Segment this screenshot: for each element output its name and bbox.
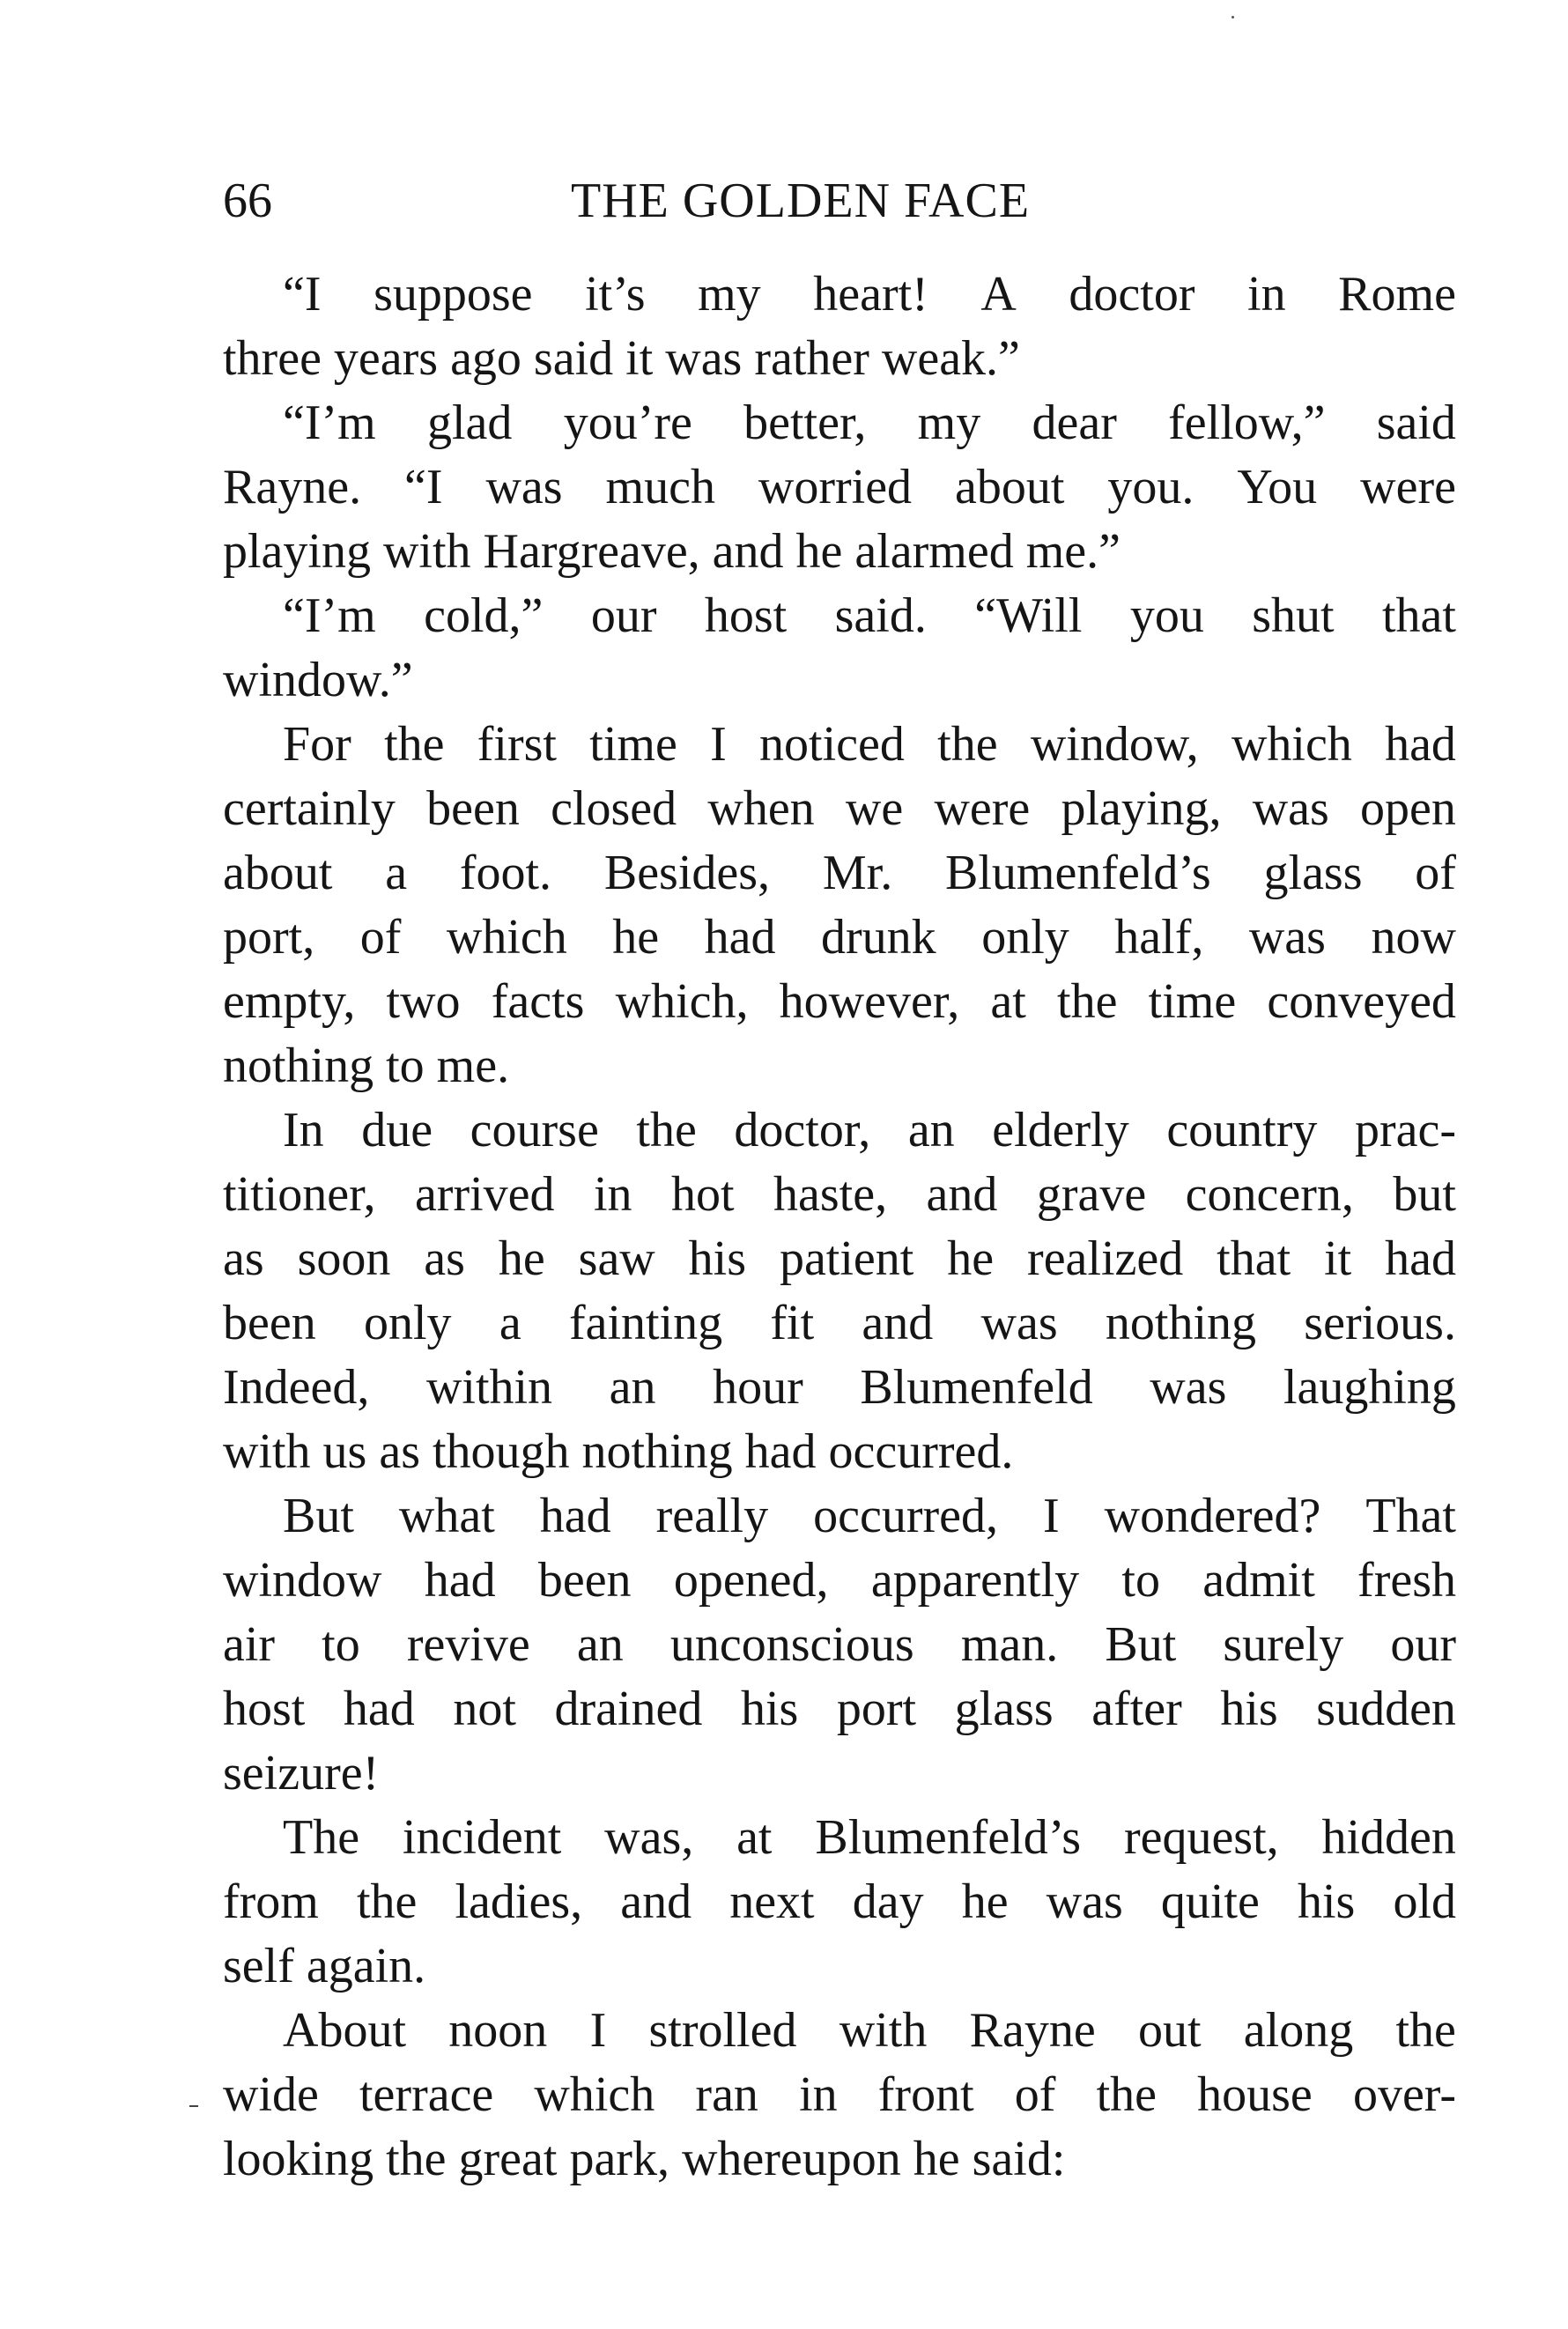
text-line: seizure! [223, 1746, 380, 1800]
text-line: In due course the doctor, an elderly country prac- [283, 1103, 1456, 1157]
text-line: The incident was, at Blumenfeld’s request, hidden [283, 1810, 1456, 1865]
text-line: as soon as he saw his patient he realized that it had [223, 1231, 1456, 1286]
text-line: playing with Hargreave, and he alarmed me.” [223, 524, 1121, 579]
text-line: window.” [223, 653, 413, 707]
text-line: host had not drained his port glass after his sudden [223, 1682, 1456, 1736]
text-line: been only a fainting fit and was nothing serious. [223, 1296, 1456, 1350]
text-line: nothing to me. [223, 1039, 510, 1093]
text-line: three years ago said it was rather weak.” [223, 331, 1020, 386]
margin-mark [189, 2105, 198, 2107]
text-line: from the ladies, and next day he was quite his old [223, 1874, 1456, 1929]
page-header [223, 166, 1157, 236]
body-text [223, 262, 1456, 2192]
text-line: “I’m glad you’re better, my dear fellow,” said [283, 396, 1456, 450]
text-line: certainly been closed when we were playing, was open [223, 781, 1456, 836]
text-line: with us as though nothing had occurred. [223, 1424, 1014, 1479]
text-line: Rayne. “I was much worried about you. You were [223, 460, 1456, 514]
page-number: 66 [223, 174, 272, 228]
text-line: About noon I strolled with Rayne out along the [283, 2003, 1456, 2058]
text-line: Indeed, within an hour Blumenfeld was laughing [223, 1360, 1456, 1415]
text-line: “I suppose it’s my heart! A doctor in Rome [283, 267, 1456, 322]
ink-speck [1231, 16, 1234, 18]
text-line: port, of which he had drunk only half, was now [223, 910, 1456, 965]
text-line: titioner, arrived in hot haste, and grave concern, but [223, 1167, 1456, 1222]
text-line: But what had really occurred, I wondered? That [283, 1489, 1456, 1543]
text-line: For the first time I noticed the window, which had [283, 717, 1456, 772]
text-line: looking the great park, whereupon he said: [223, 2132, 1066, 2186]
text-line: self again. [223, 1939, 426, 1993]
text-line: empty, two facts which, however, at the time conveyed [223, 974, 1456, 1029]
text-line: air to revive an unconscious man. But surely our [223, 1617, 1456, 1672]
text-line: wide terrace which ran in front of the house over- [223, 2067, 1456, 2122]
text-line: “I’m cold,” our host said. “Will you shut that [283, 588, 1456, 643]
text-line: about a foot. Besides, Mr. Blumenfeld’s glass of [223, 846, 1456, 900]
running-head: THE GOLDEN FACE [571, 174, 1031, 228]
text-line: window had been opened, apparently to admit fresh [223, 1553, 1456, 1608]
